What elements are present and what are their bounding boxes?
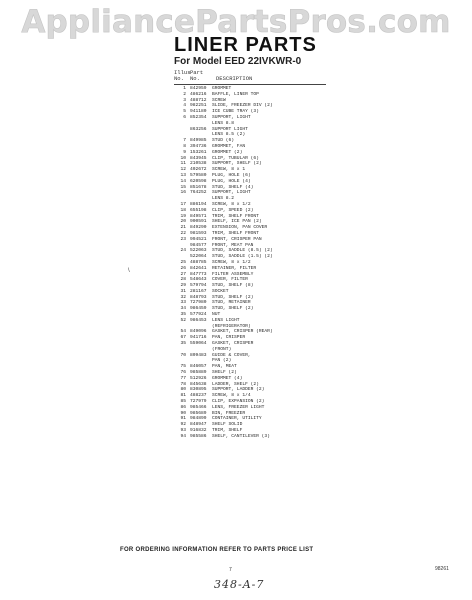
part-description: TRIM, SHELF: [212, 428, 243, 434]
parts-list: [174, 86, 344, 440]
part-description: TRIM, SHELF FRONT: [212, 213, 259, 219]
illus-number: 67: [180, 335, 186, 341]
illus-number: 86: [180, 404, 186, 410]
stray-mark: \: [128, 268, 130, 274]
part-description: FRONT, MEAT PAN: [212, 242, 254, 248]
part-description: RETAINER, FILTER: [212, 265, 257, 271]
part-number: 830895: [190, 387, 207, 393]
illus-number: 35: [180, 312, 186, 318]
illus-number: 14: [180, 178, 186, 184]
part-description: LENS 8.5 (2): [212, 132, 246, 138]
part-description: LENS 8.8: [212, 120, 235, 126]
part-number: 845638: [190, 381, 207, 387]
part-description: SHELF, ICE PAN (2): [212, 219, 262, 225]
illus-number: 19: [180, 213, 186, 219]
part-number: 848947: [190, 422, 207, 428]
column-header: [174, 70, 314, 82]
part-number: 847773: [190, 271, 207, 277]
part-number: 655198: [190, 207, 207, 213]
illus-number: 76: [180, 370, 186, 376]
part-description: NUT: [212, 312, 221, 318]
part-description: SUPPORT LIGHT: [212, 126, 248, 132]
illus-number: 34: [180, 306, 186, 312]
illus-number: 52: [180, 317, 186, 323]
illus-number: 26: [180, 265, 186, 271]
part-description: EXTENSION, PAN COVER: [212, 225, 268, 231]
part-number: 727980: [190, 300, 207, 306]
illus-number: 13: [180, 172, 186, 178]
illus-number: 5: [183, 109, 186, 115]
part-description: BAFFLE, LINER TOP: [212, 91, 259, 97]
part-number: 985889: [190, 370, 207, 376]
part-number: 579794: [190, 283, 207, 289]
part-number: 394736: [190, 143, 207, 149]
illus-number: 28: [180, 277, 186, 283]
part-description: PLUG, HOLE (6): [212, 172, 251, 178]
illus-number: 17: [180, 201, 186, 207]
part-number: 281167: [190, 288, 207, 294]
part-description: PAN, CRISPER: [212, 335, 246, 341]
illus-number: 7: [183, 138, 186, 144]
part-number: 984899: [190, 416, 207, 422]
illus-number: 16: [180, 190, 186, 196]
part-description: STUD, SADDLE (1.5) (2): [212, 254, 273, 260]
part-number: 620598: [190, 178, 207, 184]
part-number: 846057: [190, 364, 207, 370]
part-number: 727979: [190, 399, 207, 405]
illus-number: 78: [180, 381, 186, 387]
illus-number: 90: [180, 410, 186, 416]
illus-number: 24: [180, 248, 186, 254]
part-description: SUPPORT, SHELF (2): [212, 161, 262, 167]
part-description: SCREW, 8 x 1/2: [212, 201, 251, 207]
part-description: BIN, FREEZER: [212, 410, 246, 416]
illus-number: 77: [180, 375, 186, 381]
part-description: SHELF (2): [212, 370, 237, 376]
illus-number: 18: [180, 207, 186, 213]
part-number: 764252: [190, 190, 207, 196]
part-number: 809483: [190, 352, 207, 358]
illus-number: 85: [180, 399, 186, 405]
part-number: 512926: [190, 375, 207, 381]
illus-number: 22: [180, 230, 186, 236]
part-description: STUD, SADDLE (8.5) (2): [212, 248, 273, 254]
part-description: STUD, RETAINER: [212, 300, 251, 306]
part-number: 984577: [190, 242, 207, 248]
part-number: 210538: [190, 161, 207, 167]
part-number: 486216: [190, 91, 207, 97]
part-description: LENS, FREEZER LIGHT: [212, 404, 265, 410]
part-description: STUD (6): [212, 138, 235, 144]
header-divider: [174, 84, 326, 85]
illus-number: 32: [180, 294, 186, 300]
part-description: LENS 8.2: [212, 196, 235, 202]
model-subtitle: For Model EED 22IVKWR-0: [174, 56, 302, 67]
illus-number: 6: [183, 114, 186, 120]
part-description: PAN, MEAT: [212, 364, 237, 370]
part-number: 153261: [190, 149, 207, 155]
illus-number: 70: [180, 352, 186, 358]
part-number: 522063: [190, 248, 207, 254]
description-header: DESCRIPTION: [216, 75, 253, 82]
part-description: GROMMET (4): [212, 375, 243, 381]
part-number: 985586: [190, 433, 207, 439]
part-number: 941716: [190, 335, 207, 341]
handwritten-note: 348-A-7: [214, 578, 265, 591]
part-number: 848793: [190, 294, 207, 300]
illus-number: 93: [180, 428, 186, 434]
illus-number: 54: [180, 329, 186, 335]
illus-number: 27: [180, 271, 186, 277]
part-description: SCREW, 8 x 1/2: [212, 259, 251, 265]
part-number: 842959: [190, 86, 207, 91]
part-description: CLIP, SPEED (2): [212, 207, 254, 213]
part-description: GROMMET: [212, 86, 232, 91]
part-number: 842641: [190, 265, 207, 271]
part-number: 994521: [190, 236, 207, 242]
part-number: 548643: [190, 277, 207, 283]
part-number: 488785: [190, 259, 207, 265]
part-number: 488237: [190, 393, 207, 399]
part-number: 852354: [190, 114, 207, 120]
part-number: 916832: [190, 428, 207, 434]
part-description: SOCKET: [212, 288, 229, 294]
part-description: SUPPORT, LIGHT: [212, 114, 251, 120]
part-number: 849985: [190, 138, 207, 144]
part-number: 488712: [190, 97, 207, 103]
part-description: STUD, SHELF (8): [212, 283, 254, 289]
part-description: ICE CUBE TRAY (3): [212, 109, 259, 115]
part-description: GUIDE & COVER,: [212, 352, 251, 358]
illus-number: 81: [180, 393, 186, 399]
illus-number: 8: [183, 143, 186, 149]
document-code: 98261: [435, 566, 449, 572]
part-description: LENS LIGHT: [212, 317, 240, 323]
part-description: SUPPORT, LIGHT: [212, 190, 251, 196]
illus-number: 23: [180, 236, 186, 242]
part-number: 886194: [190, 201, 207, 207]
part-description: SUPPORT, LADDER (2): [212, 387, 265, 393]
part-description: CONTAINER, UTILITY: [212, 416, 262, 422]
part-number: 559064: [190, 341, 207, 347]
illus-number: 1: [183, 86, 186, 91]
part-number: 849096: [190, 329, 207, 335]
part-description: FRONT, CRISPER PAN: [212, 236, 262, 242]
illus-number: 80: [180, 387, 186, 393]
part-description: CLIP, TUBULAR (6): [212, 155, 259, 161]
part-description: PAN (2): [212, 358, 232, 364]
part-number: 843945: [190, 155, 207, 161]
part-description: GROMMET (2): [212, 149, 243, 155]
part-number: 849290: [190, 225, 207, 231]
part-description: LADDER, SHELF (2): [212, 381, 259, 387]
illus-number: 29: [180, 283, 186, 289]
parts-row: [174, 434, 344, 440]
part-description: (REFRIGERATOR): [212, 323, 251, 329]
part-number: 577924: [190, 312, 207, 318]
part-description: TRIM, SHELF FRONT: [212, 230, 259, 236]
part-description: SHELF SOLID: [212, 422, 243, 428]
part-description: SHELF, CANTILEVER (3): [212, 433, 270, 439]
part-number: 522064: [190, 254, 207, 260]
part-number: 941180: [190, 109, 207, 115]
illus-number: 21: [180, 225, 186, 231]
part-number: 900591: [190, 219, 207, 225]
part-description: (FRONT): [212, 346, 232, 352]
part-number: 863256: [190, 126, 207, 132]
watermark-text: AppliancePartsPros.com: [21, 4, 451, 40]
illus-number: 75: [180, 364, 186, 370]
part-description: GASKET, CRISPER (REAR): [212, 329, 273, 335]
part-number: 985466: [190, 404, 207, 410]
illus-number: 15: [180, 184, 186, 190]
illus-number: 94: [180, 433, 186, 439]
ordering-instruction: FOR ORDERING INFORMATION REFER TO PARTS PRICE LIST: [120, 547, 314, 553]
illus-number: 31: [180, 288, 186, 294]
illus-number: 35: [180, 341, 186, 347]
part-description: STUD, SHELF (4): [212, 184, 254, 190]
illus-number: 25: [180, 259, 186, 265]
illus-number: 12: [180, 167, 186, 173]
part-description: STUD, SHELF (2): [212, 294, 254, 300]
part-number: 985689: [190, 410, 207, 416]
part-number: 849571: [190, 213, 207, 219]
part-number: 851678: [190, 184, 207, 190]
part-number: 986459: [190, 306, 207, 312]
part-number: 986453: [190, 317, 207, 323]
page-title: LINER PARTS: [174, 34, 317, 56]
illus-number: 11: [180, 161, 186, 167]
illus-number: 9: [183, 149, 186, 155]
part-header-line2: No.: [190, 75, 200, 82]
part-header-line1: Part: [190, 69, 204, 76]
part-description: FILTER ASSEMBLY: [212, 271, 254, 277]
illus-number: 91: [180, 416, 186, 422]
page-number: 7: [229, 567, 232, 573]
part-description: STUD, SHELF (2): [212, 306, 254, 312]
illus-number: 10: [180, 155, 186, 161]
part-description: SLIDE, FREEZER DIV (2): [212, 103, 273, 109]
illus-header-line1: Illus: [174, 69, 191, 76]
illus-number: 4: [183, 103, 186, 109]
illus-header-line2: No.: [174, 75, 184, 82]
part-number: 981593: [190, 230, 207, 236]
part-description: GASKET, CRISPER: [212, 341, 254, 347]
illus-number: 20: [180, 219, 186, 225]
illus-number: 3: [183, 97, 186, 103]
part-number: 402672: [190, 167, 207, 173]
part-number: 982251: [190, 103, 207, 109]
part-description: GROMMET, FAN: [212, 143, 246, 149]
illus-number: 2: [183, 91, 186, 97]
part-description: PLUG, HOLE (4): [212, 178, 251, 184]
part-description: CLIP, EXPANSION (2): [212, 399, 265, 405]
part-description: SCREW, 8 x 1: [212, 167, 246, 173]
illus-number: 33: [180, 300, 186, 306]
part-description: COVER, FILTER: [212, 277, 248, 283]
part-description: SCREW: [212, 97, 226, 103]
part-description: SCREW, 8 x 1/4: [212, 393, 251, 399]
illus-number: 92: [180, 422, 186, 428]
part-number: 579580: [190, 172, 207, 178]
